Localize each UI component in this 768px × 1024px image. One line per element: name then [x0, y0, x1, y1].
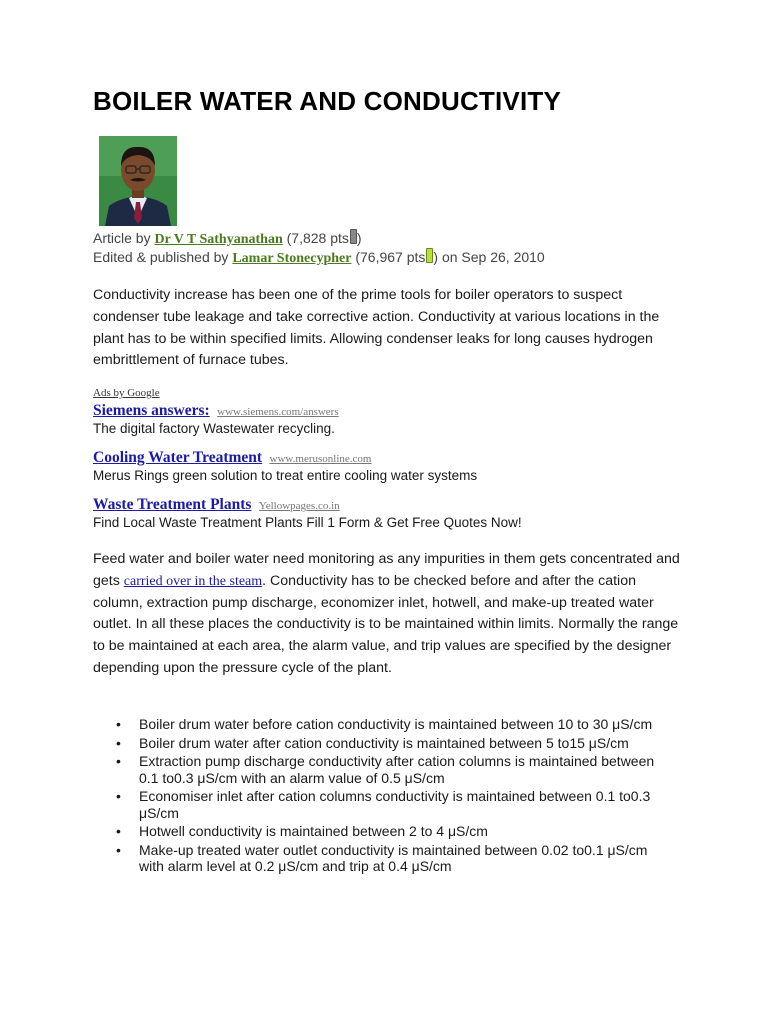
- editor-link[interactable]: Lamar Stonecypher: [232, 251, 352, 266]
- bullet-glyph: •: [116, 716, 121, 732]
- editor-points: (76,967 pts: [355, 249, 426, 265]
- list-item: [93, 735, 673, 752]
- list-item: [93, 788, 673, 821]
- body-paragraph: [93, 549, 688, 680]
- points-bar-icon: [350, 229, 357, 244]
- ad-title-link[interactable]: Waste Treatment Plants: [93, 496, 252, 513]
- bullet-glyph: •: [116, 753, 121, 769]
- bullet-glyph: •: [116, 788, 121, 804]
- author-points-close: ): [356, 230, 362, 246]
- list-item: [93, 823, 673, 840]
- intro-paragraph: Conductivity increase has been one of the prime tools for boiler operators to suspect condenser tube leakage and take corrective action. Conductivity at various locations in the plant has to be within specified limits. Allowing condenser leaks for long causes hydrogen embrittlement of furnace tubes.: [93, 287, 660, 369]
- ads-by-google-link[interactable]: Ads by Google: [93, 387, 160, 399]
- edited-published-label: Edited & published by: [93, 249, 229, 265]
- list-item-text: Hotwell conductivity is maintained between 2 to 4 μS/cm: [139, 823, 488, 839]
- ad-title-link[interactable]: Cooling Water Treatment: [93, 449, 263, 466]
- body-text-part2: . Conductivity has to be checked before and after the cation column, extraction pump discharge, economizer inlet, hotwell, and make-up treated water outlet. In all these places the conductivity is to be maintained within limits. Normally the range to be maintained at each area, the alarm value, and trip values are specified by the designer depending upon the pressure cycle of the plant.: [93, 572, 679, 676]
- author-portrait-image: [99, 136, 177, 226]
- bullet-glyph: •: [116, 841, 121, 858]
- list-item-text: Make-up treated water outlet conductivity is maintained between 0.02 to0.1 μS/cm with alarm level at 0.2 μS/cm and trip at 0.4 μS/cm: [139, 841, 648, 874]
- list-item-text: Extraction pump discharge conductivity after cation columns is maintained between 0.1 to0.3 μS/cm with an alarm value of 0.5 μS/cm: [139, 753, 655, 786]
- list-item-text: Boiler drum water before cation conductivity is maintained between 10 to 30 μS/cm: [139, 716, 653, 732]
- ad-block: [93, 496, 693, 530]
- list-item: [93, 842, 673, 875]
- ad-description: Find Local Waste Treatment Plants Fill 1 Form & Get Free Quotes Now!: [93, 515, 522, 530]
- list-item: [93, 716, 673, 733]
- ad-title-link[interactable]: Siemens answers:: [93, 402, 210, 419]
- ad-url-link[interactable]: www.siemens.com/answers: [217, 406, 339, 418]
- conductivity-list: [93, 716, 673, 877]
- byline-author: [93, 229, 362, 248]
- body-text-part1: Feed water and boiler water need monitoring as any impurities in them gets concentrated and gets: [93, 551, 680, 589]
- ad-url-link[interactable]: www.merusonline.com: [269, 453, 372, 465]
- bullet-glyph: •: [116, 734, 121, 751]
- article-title: BOILER WATER AND CONDUCTIVITY: [93, 86, 562, 116]
- bullet-glyph: •: [116, 823, 121, 839]
- publish-date: ) on Sep 26, 2010: [433, 249, 545, 265]
- carried-over-link[interactable]: carried over in the steam: [123, 573, 263, 589]
- byline-editor: [93, 248, 545, 267]
- list-item: [93, 753, 673, 786]
- ad-block: [93, 402, 693, 436]
- ad-url-link[interactable]: Yellowpages.co.in: [258, 500, 340, 512]
- list-item-text: Economiser inlet after cation columns conductivity is maintained between 0.1 to0.3 μS/cm: [139, 788, 651, 821]
- author-photo: [99, 136, 177, 226]
- ad-block: [93, 449, 693, 483]
- article-by-label: Article by: [93, 230, 151, 246]
- author-link[interactable]: Dr V T Sathyanathan: [154, 232, 283, 247]
- ad-description: The digital factory Wastewater recycling.: [93, 421, 335, 436]
- author-points: (7,828 pts: [286, 230, 349, 246]
- list-item-text: Boiler drum water after cation conductivity is maintained between 5 to15 μS/cm: [139, 734, 629, 751]
- ad-description: Merus Rings green solution to treat entire cooling water systems: [93, 468, 478, 483]
